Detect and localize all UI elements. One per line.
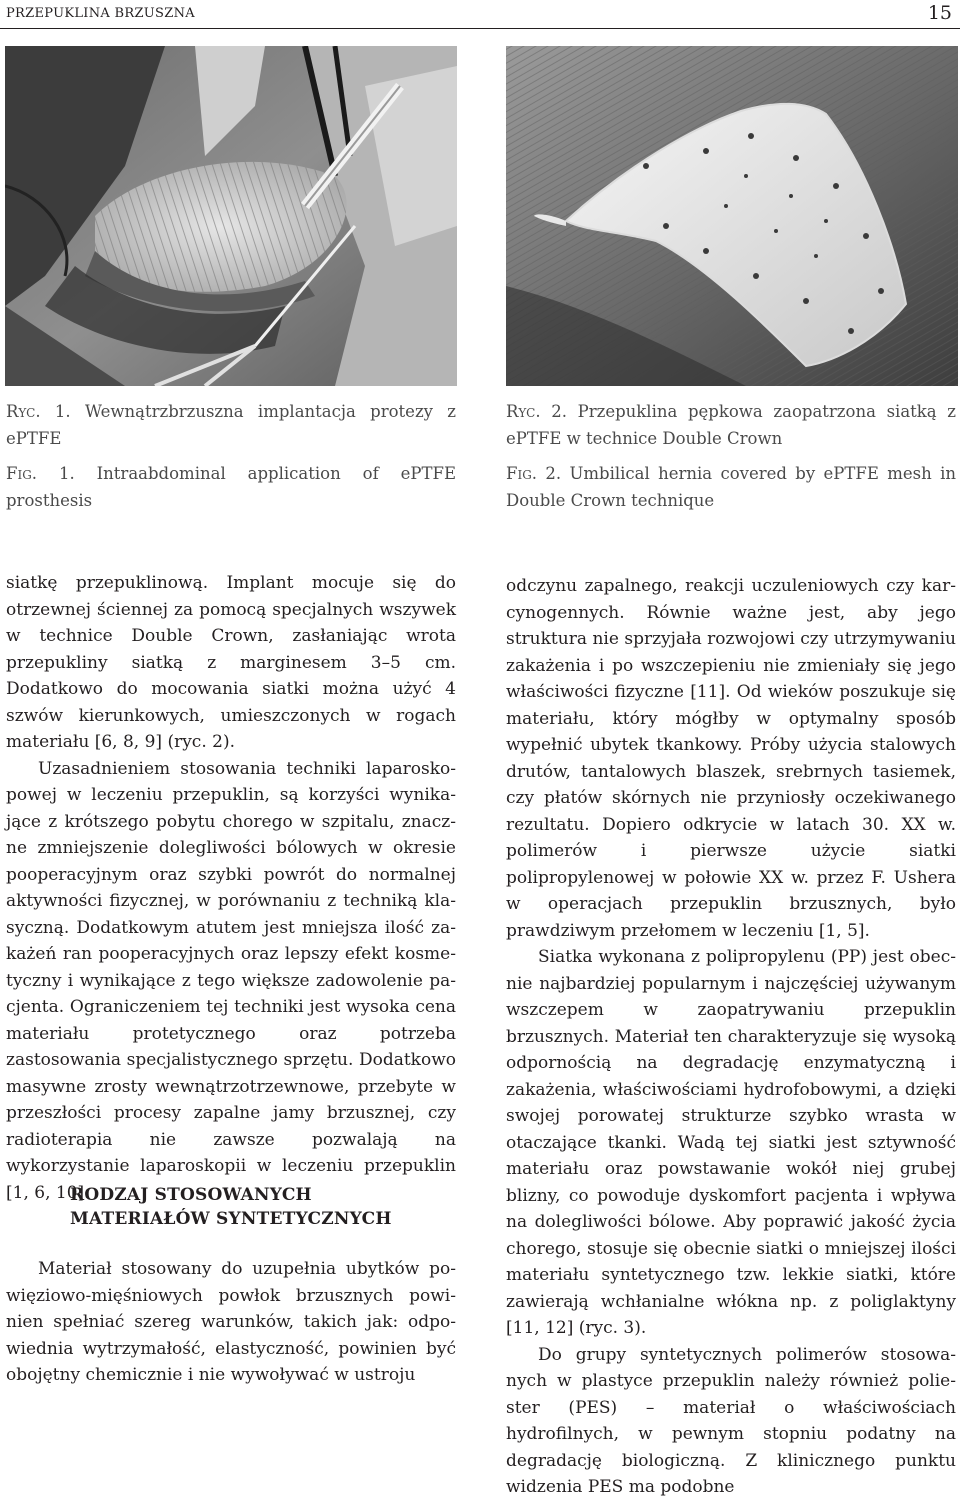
- running-header: [0, 0, 960, 29]
- figure-2-label-pl: Ryc. 2.: [506, 402, 567, 421]
- figure-2-caption-pl: [506, 399, 956, 452]
- figure-2-photo: [506, 46, 958, 386]
- figure-2-image: [506, 46, 958, 386]
- journal-title: PRZEPUKLINA BRZUSZNA: [6, 6, 195, 21]
- right-paragraph-1: odczynu zapalnego, reakcji uczuleniowych czy karcynogennych. Równie ważne jest, aby jego struktura nie sprzyjała rozwojowi czy utrzymywaniu zakażenia i po wszczepieniu nie zmieniały się jego właściwości fizyczne [11]. Od wieków poszukuje się materiału, który mógłby w optymalny sposób wypełnić ubytek tkankowy. Próby użycia stalowych drutów, tantalowych blaszek, srebrnych tasiemek, czy płatów skórnych nie przyniosły oczekiwanego rezultatu. Dopiero odkrycie w latach 30. XX w. polimerów i pierwsze użycie siatki polipropylenowej w połowie XX w. przez F. Ushera w operacjach przepuklin brzusznych, było prawdziwym przełomem w leczeniu [1, 5].: [506, 576, 956, 941]
- figure-1-image: [5, 46, 457, 386]
- page-number: 15: [927, 2, 952, 24]
- right-paragraph-3: Do grupy syntetycznych polimerów stosowanych w plastyce przepuklin należy również poliester (PES) – materiał o właściwościach hydrofilnych, w pewnym stopniu podatny na degradację biologiczną. Z klinicznego punktu widzenia PES ma podobne: [506, 1344, 956, 1497]
- figure-1-caption-en: [6, 461, 456, 514]
- figure-1-photo: [5, 46, 457, 386]
- section-heading-line-2: MATERIAŁÓW SYNTETYCZNYCH: [70, 1209, 392, 1229]
- figure-2-label-en: Fig. 2.: [506, 464, 562, 483]
- figure-2-text-pl: Przepuklina pępkowa zaopatrzona siatką z ePTFE w technice Double Crown: [506, 402, 956, 448]
- section-heading-line-1: RODZAJ STOSOWANYCH: [70, 1185, 312, 1205]
- figure-2-text-en: Umbilical hernia covered by ePTFE mesh in Double Crown technique: [506, 464, 956, 510]
- left-paragraph-1: siatkę przepuklinową. Implant mocuje się do otrzewnej ściennej za pomocą specjalnych wszywek w technice Double Crown, zasłaniając wrota przepukliny siatką z marginesem 3–5 cm. Dodatkowo do mocowania siatki można użyć 4 szwów kierunkowych, umieszczonych w rogach materiału [6, 8, 9] (ryc. 2).: [6, 573, 456, 752]
- figure-1-caption-pl: [6, 399, 456, 452]
- left-paragraph-2: Uzasadnieniem stosowania techniki laparoskopowej w leczeniu przepuklin, są korzyści wynikające z krótszego pobytu chorego w szpitalu, znaczne zmniejszenie dolegliwości bólowych w okresie pooperacyjnym oraz szybki powrót do normalnej aktywności fizycznej, w porównaniu z techniką klasyczną. Dodatkowym atutem jest mniejsza ilość zakażeń ran pooperacyjnych oraz lepszy efekt kosmetyczny i wynikające z tego większe zadowolenie pacjenta. Ograniczeniem tej techniki jest wysoka cena materiału protetycznego oraz potrzeba zastosowania specjalistycznego sprzętu. Dodatkowo masywne zrosty wewnątrzotrzewnowe, przebyte w przeszłości procesy zapalne jamy brzusznej, czy radioterapia nie zawsze pozwalają na wykorzystanie laparoskopii w leczeniu przepuklin [1, 6, 10].: [6, 758, 456, 1203]
- figure-1-label-pl: Ryc. 1.: [6, 402, 71, 421]
- figure-1-caption: [6, 399, 456, 514]
- section-heading: [70, 1183, 392, 1231]
- left-column-body: [6, 570, 456, 1206]
- figure-2-caption: [506, 399, 956, 514]
- left-column-section-body: [6, 1256, 456, 1389]
- right-paragraph-2: Siatka wykonana z polipropylenu (PP) jest obecnie najbardziej popularnym i najczęściej używanym wszczepem w zaopatrywaniu przepuklin brzusznych. Materiał ten charakteryzuje się wysoką odpornością na degradację enzymatyczną i zakażenia, właściwościami hydrofobowymi, a dzięki swojej porowatej strukturze szybko wrasta w otaczające tkanki. Wadą tej siatki jest sztywność materiału oraz powstawanie wokół niej grubej blizny, co powoduje dyskomfort pacjenta i wpływa na dolegliwości bólowe. Aby poprawić jakość życia chorego, stosuje się obecnie siatki o mniejszej ilości materiału syntetycznego tzw. lekkie siatki, które zawierają wchłanialne włókna np. z poliglaktyny [11, 12] (ryc. 3).: [506, 947, 956, 1338]
- right-column-body: [506, 573, 956, 1501]
- left-section-paragraph: Materiał stosowany do uzupełnia ubytków powięziowo-mięśniowych powłok brzusznych powinien spełniać szereg warunków, takich jak: odpowiednia wytrzymałość, elastyczność, powinien być obojętny chemicznie i nie wywoływać w ustroju: [6, 1259, 456, 1385]
- figure-2-caption-en: [506, 461, 956, 514]
- figure-1-label-en: Fig. 1.: [6, 464, 75, 483]
- figure-1-text-en: Intraabdominal application of ePTFE prosthesis: [6, 464, 456, 510]
- figure-1-text-pl: Wewnątrzbrzuszna implantacja protezy z ePTFE: [6, 402, 456, 448]
